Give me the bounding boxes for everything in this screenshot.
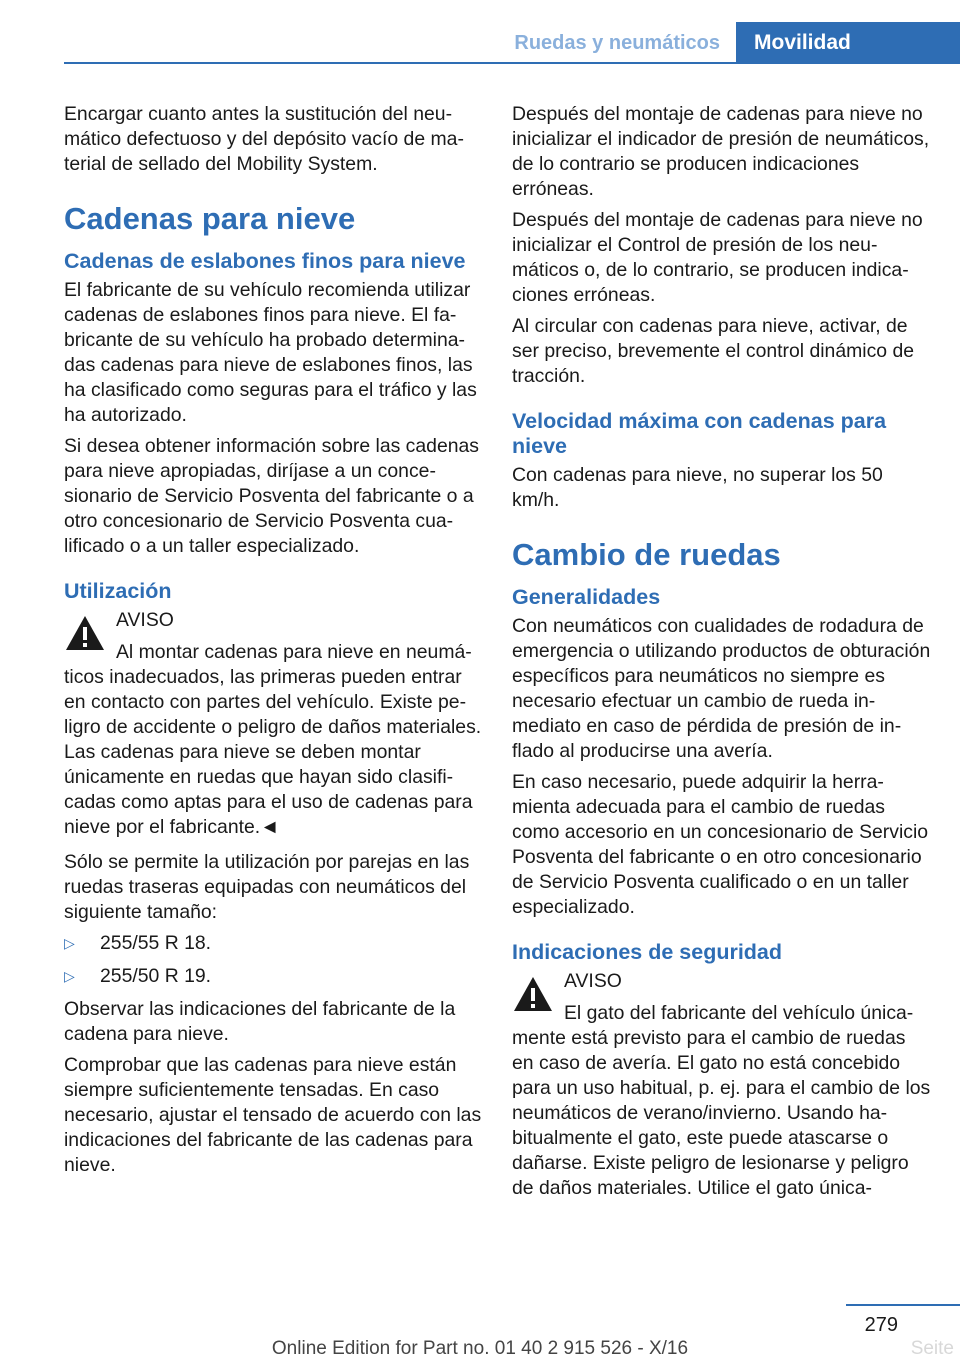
subheading-general: Generalidades xyxy=(512,585,661,609)
list-item-text: 255/50 R 19. xyxy=(100,965,212,987)
warning-triangle-icon xyxy=(512,973,554,1015)
warning-text: El gato del fabricante del vehículo únicamente está previsto para el cambio de ruedas en caso de avería. El gato no está concebido para un uso habitual, p. ej. para el cambio de los neumáticos de verano/invierno. Usando habitualmente el gato, este puede atascarse o dañarse. Existe peligro de lesionarse y peligro de daños materiales. Utilice el gato única- xyxy=(512,1002,931,1199)
right-column xyxy=(512,102,932,1211)
warning-block xyxy=(64,608,482,840)
heading-snow-chains: Cadenas para nieve xyxy=(64,201,356,236)
paragraph: Después del montaje de cadenas para nieve no inicializar el Control de presión de los neumáticos o, de lo contrario, se producen indicaciones erróneas. xyxy=(512,209,923,306)
list-item-text: 255/55 R 18. xyxy=(100,932,212,954)
paragraph: Comprobar que las cadenas para nieve están siempre suficientemente tensadas. En caso necesario, ajustar el tensado de acuerdo con las indicaciones del fabricante de las cadenas para nieve. xyxy=(64,1054,482,1176)
list-item xyxy=(64,964,482,989)
footer-edition: Online Edition for Part no. 01 40 2 915 526 - X/16 xyxy=(271,1338,689,1359)
paragraph: Sólo se permite la utilización por parejas en las ruedas traseras equipadas con neumáticos del siguiente tamaño: xyxy=(64,851,470,923)
header-rule xyxy=(64,62,960,64)
heading-wheel-change: Cambio de ruedas xyxy=(512,537,781,572)
subheading-fine-link-chains: Cadenas de eslabones finos para nieve xyxy=(64,249,466,273)
subheading-max-speed: Velocidad máxima con cadenas para nieve xyxy=(512,409,887,458)
left-column xyxy=(64,102,482,1184)
header-section-title: Ruedas y neumáticos xyxy=(514,31,720,54)
page-number: 279 xyxy=(864,1314,898,1336)
paragraph: Si desea obtener información sobre las cadenas para nieve apropiadas, diríjase a un concesionario de Servicio Posventa del fabricante o a otro concesionario de Servicio Posventa cualificado o a un taller especializado. xyxy=(64,435,479,557)
paragraph: Con cadenas para nieve, no superar los 50 km/h. xyxy=(512,464,883,511)
footer-watermark: Seite xyxy=(910,1338,954,1359)
warning-block xyxy=(512,969,932,1201)
bullet-triangle-icon: ▷ xyxy=(64,968,75,984)
footer-rule xyxy=(846,1304,960,1306)
paragraph: Después del montaje de cadenas para nieve no inicializar el indicador de presión de neumáticos, de lo contrario se producen indicaciones erróneas. xyxy=(512,103,930,200)
warning-label: AVISO xyxy=(116,609,174,631)
header-chapter-tab: Movilidad xyxy=(736,22,960,64)
bullet-triangle-icon: ▷ xyxy=(64,935,75,951)
subheading-usage: Utilización xyxy=(64,579,172,603)
list-item xyxy=(64,931,482,956)
paragraph: Al circular con cadenas para nieve, activar, de ser preciso, brevemente el control dinámico de tracción. xyxy=(512,315,915,387)
paragraph: Encargar cuanto antes la sustitución del neumático defectuoso y del depósito vacío de material de sellado del Mobility System. xyxy=(64,103,464,175)
paragraph: Observar las indicaciones del fabricante de la cadena para nieve. xyxy=(64,998,456,1045)
paragraph: Con neumáticos con cualidades de rodadura de emergencia o utilizando productos de obturación específicos para neumáticos no siempre es necesario efectuar un cambio de rueda inmediato en caso de pérdida de presión de inflado al producirse una avería. xyxy=(512,615,931,762)
warning-triangle-icon xyxy=(64,612,106,654)
paragraph: En caso necesario, puede adquirir la herramienta adecuada para el cambio de ruedas como accesorio en un concesionario de Servicio Posventa del fabricante o en otro concesionario de Servicio Posventa cualificado o en un taller especializado. xyxy=(512,771,929,918)
subheading-safety: Indicaciones de seguridad xyxy=(512,940,783,964)
warning-text: Al montar cadenas para nieve en neumáticos inadecuados, las primeras pueden entrar en contacto con partes del vehículo. Existe peligro de accidente o peligro de daños materiales. Las cadenas para nieve se deben montar únicamente en ruedas que hayan sido clasificadas como aptas para el uso de cadenas para nieve por el fabricante.◄ xyxy=(64,641,482,838)
warning-label: AVISO xyxy=(564,970,622,992)
paragraph: El fabricante de su vehículo recomienda utilizar cadenas de eslabones finos para nieve. El fabricante de su vehículo ha probado determinadas cadenas para nieve de eslabones finos, las ha clasificado como seguras para el tráfico y las ha autorizado. xyxy=(64,279,477,426)
